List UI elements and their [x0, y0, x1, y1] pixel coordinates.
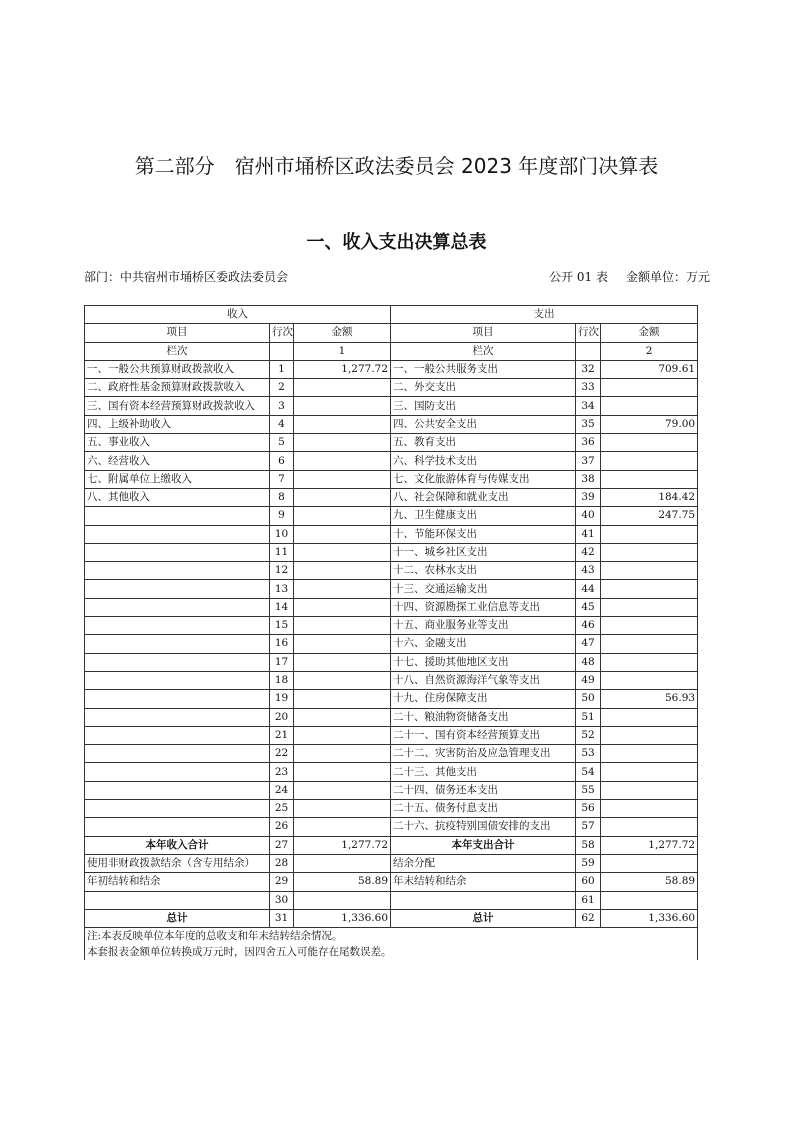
income-item-cell — [85, 745, 270, 763]
expense-item-cell: 十六、金融支出 — [391, 635, 576, 653]
column-header-row — [85, 324, 698, 342]
income-amount-cell — [294, 543, 391, 561]
income-amount-cell — [294, 635, 391, 653]
expense-line-cell: 48 — [576, 653, 601, 671]
expense-item-cell: 二十五、债务付息支出 — [391, 800, 576, 818]
income-lanci-label: 栏次 — [85, 342, 270, 360]
income-item-cell: 七、附属单位上缴收入 — [85, 470, 270, 488]
income-item-cell — [85, 891, 270, 909]
expense-line-cell: 46 — [576, 617, 601, 635]
table-row — [85, 671, 698, 689]
expense-line-cell: 44 — [576, 580, 601, 598]
expense-item-cell: 八、社会保障和就业支出 — [391, 488, 576, 506]
income-col-line: 行次 — [270, 324, 294, 342]
table-row — [85, 800, 698, 818]
expense-line-cell: 60 — [576, 873, 601, 891]
table-row — [85, 745, 698, 763]
table-body — [85, 360, 698, 927]
table-row — [85, 726, 698, 744]
income-line-cell: 15 — [270, 617, 294, 635]
meta-row — [84, 268, 710, 285]
table-row — [85, 690, 698, 708]
expense-amount-cell — [601, 745, 698, 763]
expense-line-cell: 56 — [576, 800, 601, 818]
income-line-cell: 13 — [270, 580, 294, 598]
expense-line-cell: 51 — [576, 708, 601, 726]
income-line-cell: 31 — [270, 909, 294, 927]
expense-item-cell: 十、节能环保支出 — [391, 525, 576, 543]
income-amount-cell — [294, 488, 391, 506]
income-amount-cell — [294, 470, 391, 488]
income-amount-cell — [294, 525, 391, 543]
income-col-item: 项目 — [85, 324, 270, 342]
expense-item-cell — [391, 891, 576, 909]
income-amount-cell — [294, 598, 391, 616]
income-line-cell: 19 — [270, 690, 294, 708]
income-item-cell — [85, 781, 270, 799]
table-code: 公开 01 表 — [549, 270, 608, 284]
lanci-row — [85, 342, 698, 360]
income-line-cell: 21 — [270, 726, 294, 744]
table-row — [85, 507, 698, 525]
expense-line-cell: 62 — [576, 909, 601, 927]
income-item-cell: 三、国有资本经营预算财政拨款收入 — [85, 397, 270, 415]
income-amount-cell — [294, 800, 391, 818]
expense-amount-cell — [601, 580, 698, 598]
table-row — [85, 488, 698, 506]
table-row — [85, 708, 698, 726]
expense-line-cell: 47 — [576, 635, 601, 653]
income-amount-cell: 1,336.60 — [294, 909, 391, 927]
income-col-amount: 金额 — [294, 324, 391, 342]
table-row — [85, 525, 698, 543]
income-item-cell — [85, 690, 270, 708]
expense-item-cell: 结余分配 — [391, 854, 576, 872]
expense-line-cell: 54 — [576, 763, 601, 781]
income-amount-cell — [294, 818, 391, 836]
income-item-cell: 本年收入合计 — [85, 836, 270, 854]
expense-line-cell: 50 — [576, 690, 601, 708]
expense-line-cell: 45 — [576, 598, 601, 616]
table-row — [85, 434, 698, 452]
income-item-cell — [85, 800, 270, 818]
table-row — [85, 854, 698, 872]
income-line-cell: 6 — [270, 452, 294, 470]
income-item-cell — [85, 635, 270, 653]
expense-item-cell: 五、教育支出 — [391, 434, 576, 452]
total-row — [85, 909, 698, 927]
department-label: 部门：中共宿州市埇桥区委政法委员会 — [84, 270, 289, 284]
income-amount-cell: 58.89 — [294, 873, 391, 891]
income-line-cell: 24 — [270, 781, 294, 799]
income-item-cell — [85, 726, 270, 744]
expense-line-cell: 36 — [576, 434, 601, 452]
expense-col-number: 2 — [601, 342, 698, 360]
expense-item-cell: 三、国防支出 — [391, 397, 576, 415]
income-line-cell: 14 — [270, 598, 294, 616]
income-item-cell — [85, 562, 270, 580]
expense-amount-cell — [601, 598, 698, 616]
unit-label: 金额单位：万元 — [625, 270, 710, 284]
expense-line-cell: 43 — [576, 562, 601, 580]
expense-amount-cell — [601, 818, 698, 836]
table-row — [85, 470, 698, 488]
income-amount-cell — [294, 580, 391, 598]
expense-amount-cell — [601, 653, 698, 671]
table-row — [85, 617, 698, 635]
expense-amount-cell: 1,336.60 — [601, 909, 698, 927]
table-row — [85, 598, 698, 616]
expense-amount-cell — [601, 671, 698, 689]
expense-amount-cell — [601, 781, 698, 799]
expense-item-cell: 十七、援助其他地区支出 — [391, 653, 576, 671]
income-amount-cell — [294, 671, 391, 689]
income-item-cell: 五、事业收入 — [85, 434, 270, 452]
income-amount-cell: 1,277.72 — [294, 836, 391, 854]
income-amount-cell — [294, 434, 391, 452]
expense-line-cell: 32 — [576, 360, 601, 378]
income-amount-cell — [294, 397, 391, 415]
income-amount-cell — [294, 379, 391, 397]
expense-amount-cell — [601, 434, 698, 452]
income-line-cell: 17 — [270, 653, 294, 671]
expense-line-cell: 38 — [576, 470, 601, 488]
table-row — [85, 818, 698, 836]
expense-amount-cell — [601, 379, 698, 397]
income-item-cell — [85, 617, 270, 635]
expense-line-cell: 49 — [576, 671, 601, 689]
income-line-cell: 2 — [270, 379, 294, 397]
expense-amount-cell — [601, 543, 698, 561]
meta-right — [549, 268, 710, 285]
income-line-cell: 10 — [270, 525, 294, 543]
table-row — [85, 452, 698, 470]
table-row — [85, 397, 698, 415]
expense-amount-cell — [601, 635, 698, 653]
income-line-cell: 29 — [270, 873, 294, 891]
expense-item-cell: 十二、农林水支出 — [391, 562, 576, 580]
expense-amount-cell: 79.00 — [601, 415, 698, 433]
expense-lanci-line — [576, 342, 601, 360]
income-amount-cell — [294, 891, 391, 909]
expense-item-cell: 四、公共安全支出 — [391, 415, 576, 433]
expense-amount-cell — [601, 708, 698, 726]
income-line-cell: 23 — [270, 763, 294, 781]
income-expense-table — [84, 305, 698, 960]
note-line-2: 本套报表金额单位转换成万元时，因四舍五入可能存在尾数误差。 — [85, 944, 698, 960]
income-amount-cell: 1,277.72 — [294, 360, 391, 378]
expense-line-cell: 33 — [576, 379, 601, 397]
expense-item-cell: 十五、商业服务业等支出 — [391, 617, 576, 635]
income-amount-cell — [294, 854, 391, 872]
income-line-cell: 28 — [270, 854, 294, 872]
expense-col-item: 项目 — [391, 324, 576, 342]
expense-amount-cell: 247.75 — [601, 507, 698, 525]
income-item-cell: 使用非财政拨款结余（含专用结余） — [85, 854, 270, 872]
table-title: 一、收入支出决算总表 — [306, 232, 487, 253]
income-amount-cell — [294, 708, 391, 726]
expense-col-line: 行次 — [576, 324, 601, 342]
income-line-cell: 8 — [270, 488, 294, 506]
income-amount-cell — [294, 617, 391, 635]
table-row — [85, 873, 698, 891]
expense-line-cell: 35 — [576, 415, 601, 433]
note-row — [85, 944, 698, 960]
expense-amount-cell — [601, 891, 698, 909]
expense-lanci-label: 栏次 — [391, 342, 576, 360]
expense-item-cell: 二十六、抗疫特别国债安排的支出 — [391, 818, 576, 836]
income-amount-cell — [294, 726, 391, 744]
income-item-cell — [85, 525, 270, 543]
income-lanci-line — [270, 342, 294, 360]
table-row — [85, 763, 698, 781]
income-item-cell: 二、政府性基金预算财政拨款收入 — [85, 379, 270, 397]
group-header-row — [85, 306, 698, 324]
income-item-cell — [85, 818, 270, 836]
expense-amount-cell — [601, 617, 698, 635]
expense-line-cell: 40 — [576, 507, 601, 525]
part-title — [0, 150, 793, 179]
table-row — [85, 781, 698, 799]
income-line-cell: 4 — [270, 415, 294, 433]
expense-item-cell: 本年支出合计 — [391, 836, 576, 854]
expense-amount-cell: 184.42 — [601, 488, 698, 506]
notes-section — [85, 928, 698, 961]
expense-item-cell: 十一、城乡社区支出 — [391, 543, 576, 561]
table-row — [85, 360, 698, 378]
expense-amount-cell — [601, 562, 698, 580]
income-line-cell: 5 — [270, 434, 294, 452]
expense-item-cell: 二十二、灾害防治及应急管理支出 — [391, 745, 576, 763]
income-header: 收入 — [85, 306, 391, 324]
part-label: 第二部分 — [134, 154, 215, 178]
expense-amount-cell: 56.93 — [601, 690, 698, 708]
table-row — [85, 891, 698, 909]
income-item-cell: 总计 — [85, 909, 270, 927]
income-amount-cell — [294, 507, 391, 525]
expense-item-cell: 十九、住房保障支出 — [391, 690, 576, 708]
expense-item-cell: 十四、资源勘探工业信息等支出 — [391, 598, 576, 616]
income-amount-cell — [294, 562, 391, 580]
expense-line-cell: 55 — [576, 781, 601, 799]
income-item-cell: 四、上级补助收入 — [85, 415, 270, 433]
table-row — [85, 580, 698, 598]
expense-amount-cell: 58.89 — [601, 873, 698, 891]
expense-line-cell: 53 — [576, 745, 601, 763]
income-item-cell: 八、其他收入 — [85, 488, 270, 506]
income-amount-cell — [294, 415, 391, 433]
table-row — [85, 653, 698, 671]
expense-line-cell: 42 — [576, 543, 601, 561]
table-row — [85, 379, 698, 397]
expense-amount-cell — [601, 525, 698, 543]
income-line-cell: 27 — [270, 836, 294, 854]
income-item-cell — [85, 671, 270, 689]
expense-header: 支出 — [391, 306, 698, 324]
expense-line-cell: 34 — [576, 397, 601, 415]
income-line-cell: 22 — [270, 745, 294, 763]
expense-item-cell: 七、文化旅游体育与传媒支出 — [391, 470, 576, 488]
note-line-1: 注:本表反映单位本年度的总收支和年末结转结余情况。 — [85, 928, 698, 945]
expense-amount-cell — [601, 452, 698, 470]
expense-item-cell: 二十三、其他支出 — [391, 763, 576, 781]
expense-item-cell: 十八、自然资源海洋气象等支出 — [391, 671, 576, 689]
expense-line-cell: 59 — [576, 854, 601, 872]
expense-line-cell: 57 — [576, 818, 601, 836]
expense-amount-cell — [601, 470, 698, 488]
expense-amount-cell — [601, 726, 698, 744]
expense-item-cell: 一、一般公共服务支出 — [391, 360, 576, 378]
note-row — [85, 928, 698, 945]
income-amount-cell — [294, 781, 391, 799]
expense-item-cell: 总计 — [391, 909, 576, 927]
subtotal-row — [85, 836, 698, 854]
expense-col-amount: 金额 — [601, 324, 698, 342]
income-line-cell: 11 — [270, 543, 294, 561]
expense-item-cell: 十三、交通运输支出 — [391, 580, 576, 598]
expense-amount-cell: 709.61 — [601, 360, 698, 378]
expense-amount-cell — [601, 854, 698, 872]
expense-amount-cell: 1,277.72 — [601, 836, 698, 854]
income-item-cell: 六、经营收入 — [85, 452, 270, 470]
table-row — [85, 562, 698, 580]
income-item-cell — [85, 708, 270, 726]
table-row — [85, 543, 698, 561]
expense-line-cell: 37 — [576, 452, 601, 470]
expense-line-cell: 58 — [576, 836, 601, 854]
expense-item-cell: 年末结转和结余 — [391, 873, 576, 891]
table-row — [85, 415, 698, 433]
income-line-cell: 12 — [270, 562, 294, 580]
income-item-cell — [85, 543, 270, 561]
expense-item-cell: 六、科学技术支出 — [391, 452, 576, 470]
income-line-cell: 25 — [270, 800, 294, 818]
expense-line-cell: 41 — [576, 525, 601, 543]
income-line-cell: 9 — [270, 507, 294, 525]
expense-line-cell: 39 — [576, 488, 601, 506]
income-line-cell: 1 — [270, 360, 294, 378]
part-title-text: 宿州市埇桥区政法委员会 2023 年度部门决算表 — [234, 154, 659, 178]
income-item-cell — [85, 763, 270, 781]
income-amount-cell — [294, 452, 391, 470]
expense-line-cell: 61 — [576, 891, 601, 909]
income-line-cell: 30 — [270, 891, 294, 909]
expense-amount-cell — [601, 800, 698, 818]
table-row — [85, 635, 698, 653]
income-col-number: 1 — [294, 342, 391, 360]
income-item-cell: 年初结转和结余 — [85, 873, 270, 891]
income-item-cell: 一、一般公共预算财政拨款收入 — [85, 360, 270, 378]
expense-item-cell: 二、外交支出 — [391, 379, 576, 397]
income-line-cell: 26 — [270, 818, 294, 836]
expense-amount-cell — [601, 763, 698, 781]
income-line-cell: 20 — [270, 708, 294, 726]
income-item-cell — [85, 580, 270, 598]
income-amount-cell — [294, 653, 391, 671]
expense-item-cell: 二十一、国有资本经营预算支出 — [391, 726, 576, 744]
income-item-cell — [85, 653, 270, 671]
income-line-cell: 7 — [270, 470, 294, 488]
expense-item-cell: 九、卫生健康支出 — [391, 507, 576, 525]
income-line-cell: 16 — [270, 635, 294, 653]
income-amount-cell — [294, 690, 391, 708]
income-amount-cell — [294, 763, 391, 781]
expense-item-cell: 二十、粮油物资储备支出 — [391, 708, 576, 726]
income-line-cell: 18 — [270, 671, 294, 689]
income-item-cell — [85, 507, 270, 525]
expense-item-cell: 二十四、债务还本支出 — [391, 781, 576, 799]
expense-line-cell: 52 — [576, 726, 601, 744]
income-line-cell: 3 — [270, 397, 294, 415]
expense-amount-cell — [601, 397, 698, 415]
income-item-cell — [85, 598, 270, 616]
income-amount-cell — [294, 745, 391, 763]
